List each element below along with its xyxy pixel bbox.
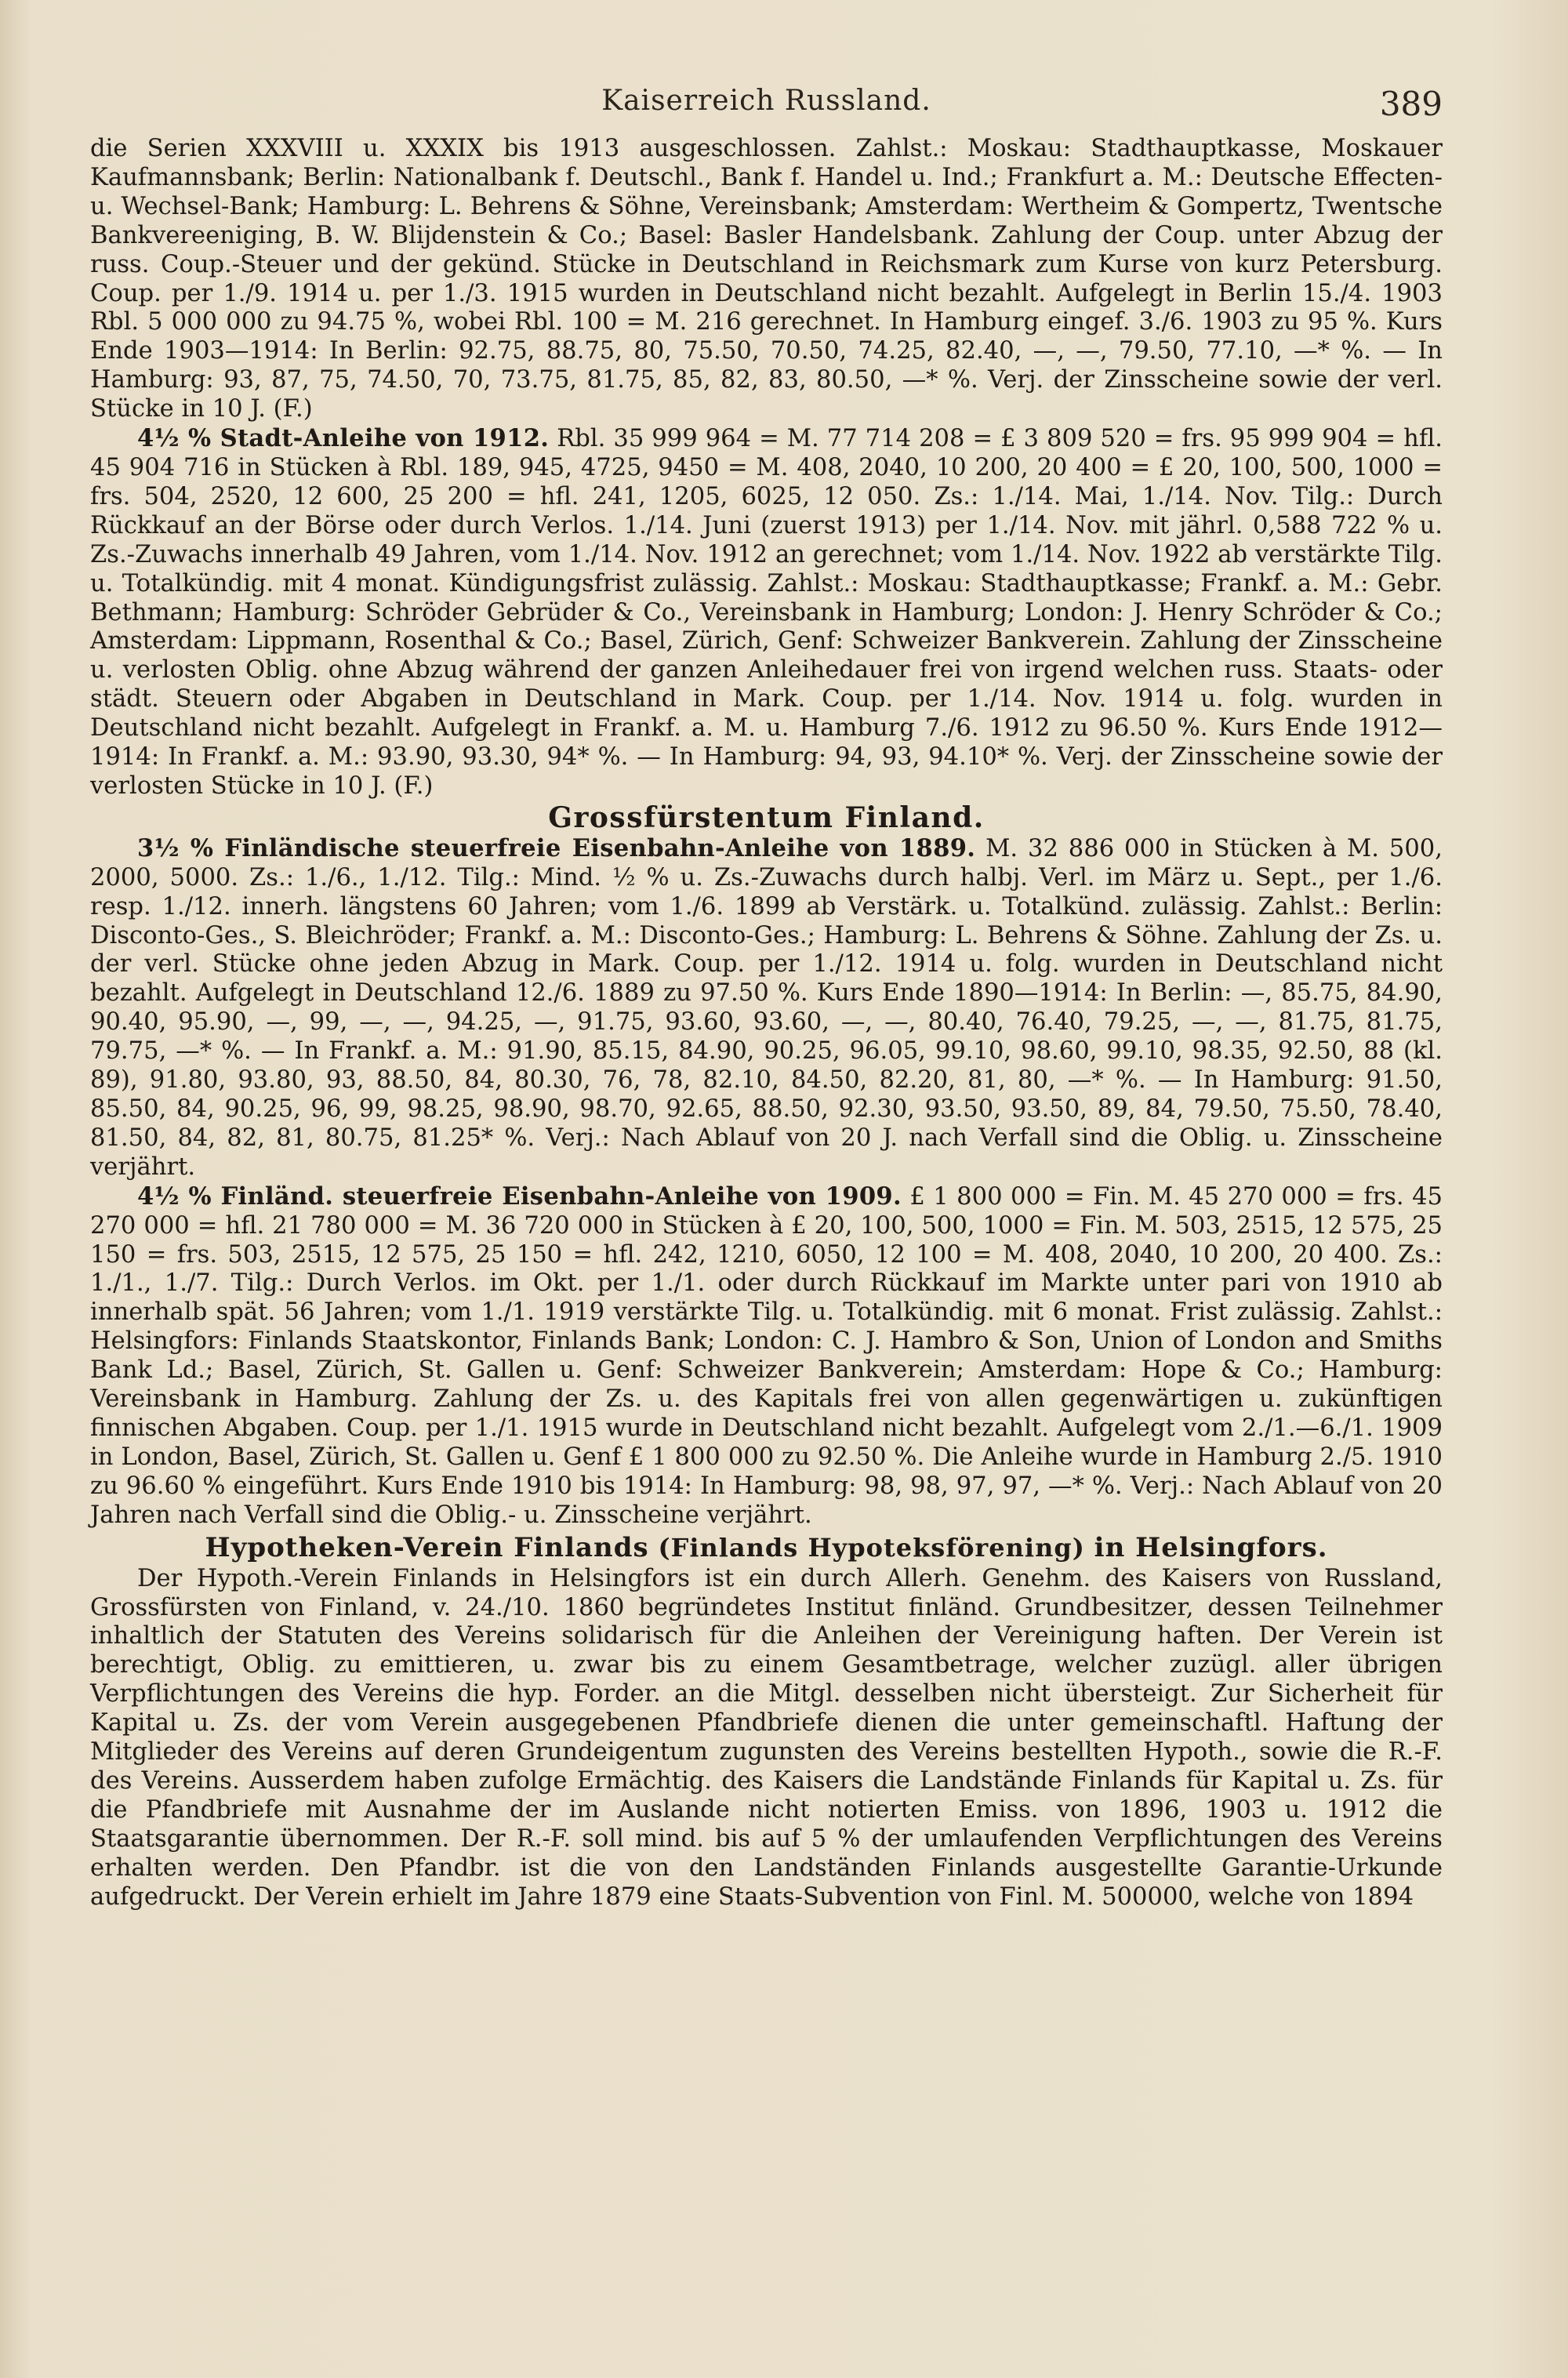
running-title: Kaiserreich Russland. [601, 85, 931, 117]
hypotheken-heading-tail: in Helsingfors. [1094, 1531, 1328, 1563]
hypotheken-heading [90, 1530, 1443, 1565]
stadt-anleihe-text: Rbl. 35 999 964 = M. 77 714 208 = £ 3 809 520 = frs. 95 999 904 = hfl. 45 904 716 in Stücken à Rbl. 189, 945, 4725, 9450 = M. 408, 2040, 10 200, 20 400 = £ 20, 100, 500, 1000 = frs. 504, 2520, 12 600, 25 200 = hfl. 241, 1205, 6025, 12 050. Zs.: 1./14. Mai, 1./14. Nov. Tilg.: Durch Rückkauf an der Börse oder durch Verlos. 1./14. Juni (zuerst 1913) per 1./14. Nov. mit jährl. 0,588 722 % u. Zs.-Zuwachs innerhalb 49 Jahren, vom 1./14. Nov. 1912 an gerechnet; vom 1./14. Nov. 1922 ab verstärkte Tilg. u. Totalkündig. mit 4 monat. Kündigungsfrist zulässig. Zahlst.: Moskau: Stadthauptkasse; Frankf. a. M.: Gebr. Bethmann; Hamburg: Schröder Gebrüder & Co., Vereinsbank in Hamburg; London: J. Henry Schröder & Co.; Amsterdam: Lippmann, Rosenthal & Co.; Basel, Zürich, Genf: Schweizer Bankverein. Zahlung der Zinsscheine u. verlosten Oblig. ohne Abzug während der ganzen Anleihedauer frei von irgend welchen russ. Staats- oder städt. Steuern oder Abgaben in Deutschland in Mark. Coup. per 1./14. Nov. 1914 u. folg. wurden in Deutschland nicht bezahlt. Aufgelegt in Frankf. a. M. u. Hamburg 7./6. 1912 zu 96.50 %. Kurs Ende 1912—1914: In Frankf. a. M.: 93.90, 93.30, 94* %. — In Hamburg: 94, 93, 94.10* %. Verj. der Zinsscheine sowie der verlosten Stücke in 10 J. (F.) [90, 425, 1443, 800]
loan-1909-title: 4½ % Finländ. steuerfreie Eisenbahn-Anleihe von 1909. [137, 1182, 902, 1211]
hypotheken-heading-main: Hypotheken-Verein Finlands [205, 1531, 649, 1563]
hypotheken-heading-sub: (Finlands Hypoteksförening) [658, 1532, 1085, 1563]
stadt-anleihe-title: 4½ % Stadt-Anleihe von 1912. [137, 424, 550, 453]
hypotheken-paragraph: Der Hypoth.-Verein Finlands in Helsingfors ist ein durch Allerh. Genehm. des Kaisers von Russland, Grossfürsten von Finland, v. 24./10. 1860 begründetes Institut finländ. Grundbesitzer, dessen Teilnehmer inhaltlich der Statuten des Vereins solidarisch für die Anleihen der Vereinigung haften. Der Verein ist berechtigt, Oblig. zu emittieren, u. zwar bis zu einem Gesamtbetrage, welcher zuzügl. aller übrigen Verpflichtungen des Vereins die hyp. Forder. an die Mitgl. desselben nicht übersteigt. Zur Sicherheit für Kapital u. Zs. der vom Verein ausgegebenen Pfandbriefe dienen die unter gemeinschaftl. Haftung der Mitglieder des Vereins auf deren Grundeigentum zugunsten des Vereins bestellten Hypoth., sowie die R.-F. des Vereins. Ausserdem haben zufolge Ermächtig. des Kaisers die Landstände Finlands für Kapital u. Zs. für die Pfandbriefe mit Ausnahme der im Auslande nicht notierten Emiss. von 1896, 1903 u. 1912 die Staatsgarantie übernommen. Der R.-F. soll mind. bis auf 5 % der umlaufenden Verpflichtungen des Vereins erhalten werden. Den Pfandbr. ist die von den Landständen Finlands ausgestellte Garantie-Urkunde aufgedruckt. Der Verein erhielt im Jahre 1879 eine Staats-Subvention von Finl. M. 500000, welche von 1894 [90, 1564, 1443, 1911]
loan-1889-title: 3½ % Finländische steuerfreie Eisenbahn-Anleihe von 1889. [137, 833, 976, 862]
page-body [90, 135, 1443, 1911]
finland-section-heading: Grossfürstentum Finland. [548, 801, 985, 834]
loan-1889-text: M. 32 886 000 in Stücken à M. 500, 2000, 5000. Zs.: 1./6., 1./12. Tilg.: Mind. ½ % u. Zs.-Zuwachs durch halbj. Verl. im März u. Sept., per 1./6. resp. 1./12. innerh. längstens 60 Jahren; vom 1./6. 1899 ab Verstärk. u. Totalkünd. zulässig. Zahlst.: Berlin: Disconto-Ges., S. Bleichröder; Frankf. a. M.: Disconto-Ges.; Hamburg: L. Behrens & Söhne. Zahlung der Zs. u. der verl. Stücke ohne jeden Abzug in Mark. Coup. per 1./12. 1914 u. folg. wurden in Deutschland nicht bezahlt. Aufgelegt in Deutschland 12./6. 1889 zu 97.50 %. Kurs Ende 1890—1914: In Berlin: —, 85.75, 84.90, 90.40, 95.90, —, 99, —, —, 94.25, —, 91.75, 93.60, 93.60, —, —, 80.40, 76.40, 79.25, —, —, 81.75, 81.75, 79.75, —* %. — In Frankf. a. M.: 91.90, 85.15, 84.90, 90.25, 96.05, 99.10, 98.60, 99.10, 98.35, 92.50, 88 (kl. 89), 91.80, 93.80, 93, 88.50, 84, 80.30, 76, 78, 82.10, 84.50, 82.20, 81, 80, —* %. — In Hamburg: 91.50, 85.50, 84, 90.25, 96, 99, 98.25, 98.90, 98.70, 92.65, 88.50, 92.30, 93.50, 93.50, 89, 84, 79.50, 75.50, 78.40, 81.50, 84, 82, 81, 80.75, 81.25* %. Verj.: Nach Ablauf von 20 J. nach Verfall sind die Oblig. u. Zinsscheine verjährt. [90, 834, 1443, 1181]
loan-1909-paragraph [90, 1182, 1443, 1530]
russia-continuation-paragraph: die Serien XXXVIII u. XXXIX bis 1913 ausgeschlossen. Zahlst.: Moskau: Stadthauptkasse, Moskauer Kaufmannsbank; Berlin: Nationalbank f. Deutschl., Bank f. Handel u. Ind.; Frankfurt a. M.: Deutsche Effecten- u. Wechsel-Bank; Hamburg: L. Behrens & Söhne, Vereinsbank; Amsterdam: Wertheim & Gompertz, Twentsche Bankvereeniging, B. W. Blijdenstein & Co.; Basel: Basler Handelsbank. Zahlung der Coup. unter Abzug der russ. Coup.-Steuer und der gekünd. Stücke in Deutschland in Reichsmark zum Kurse von kurz Petersburg. Coup. per 1./9. 1914 u. per 1./3. 1915 wurden in Deutschland nicht bezahlt. Aufgelegt in Berlin 15./4. 1903 Rbl. 5 000 000 zu 94.75 %, wobei Rbl. 100 = M. 216 gerechnet. In Hamburg eingef. 3./6. 1903 zu 95 %. Kurs Ende 1903—1914: In Berlin: 92.75, 88.75, 80, 75.50, 70.50, 74.25, 82.40, —, —, 79.50, 77.10, —* %. — In Hamburg: 93, 87, 75, 74.50, 70, 73.75, 81.75, 85, 82, 83, 80.50, —* %. Verj. der Zinsscheine sowie der verl. Stücke in 10 J. (F.) [90, 135, 1443, 423]
stadt-anleihe-paragraph [90, 424, 1443, 801]
page-number: 389 [1379, 85, 1443, 123]
page-header [90, 85, 1443, 132]
loan-1889-paragraph [90, 834, 1443, 1182]
loan-1909-text: £ 1 800 000 = Fin. M. 45 270 000 = frs. 45 270 000 = hfl. 21 780 000 = M. 36 720 000 in Stücken à £ 20, 100, 500, 1000 = Fin. M. 503, 2515, 12 575, 25 150 = frs. 503, 2515, 12 575, 25 150 = hfl. 242, 1210, 6050, 12 100 = M. 408, 2040, 10 200, 20 400. Zs.: 1./1., 1./7. Tilg.: Durch Verlos. im Okt. per 1./1. oder durch Rückkauf im Markte unter pari von 1910 ab innerhalb spät. 56 Jahren; vom 1./1. 1919 verstärkte Tilg. u. Totalkündig. mit 6 monat. Frist zulässig. Zahlst.: Helsingfors: Finlands Staatskontor, Finlands Bank; London: C. J. Hambro & Son, Union of London and Smiths Bank Ld.; Basel, Zürich, St. Gallen u. Genf: Schweizer Bankverein; Amsterdam: Hope & Co.; Hamburg: Vereinsbank in Hamburg. Zahlung der Zs. u. des Kapitals frei von allen gegenwärtigen u. zukünftigen finnischen Abgaben. Coup. per 1./1. 1915 wurde in Deutschland nicht bezahlt. Aufgelegt vom 2./1.—6./1. 1909 in London, Basel, Zürich, St. Gallen u. Genf £ 1 800 000 zu 92.50 %. Die Anleihe wurde in Hamburg 2./5. 1910 zu 96.60 % eingeführt. Kurs Ende 1910 bis 1914: In Hamburg: 98, 98, 97, 97, —* %. Verj.: Nach Ablauf von 20 Jahren nach Verfall sind die Oblig.- u. Zinsscheine verjährt. [90, 1182, 1443, 1529]
